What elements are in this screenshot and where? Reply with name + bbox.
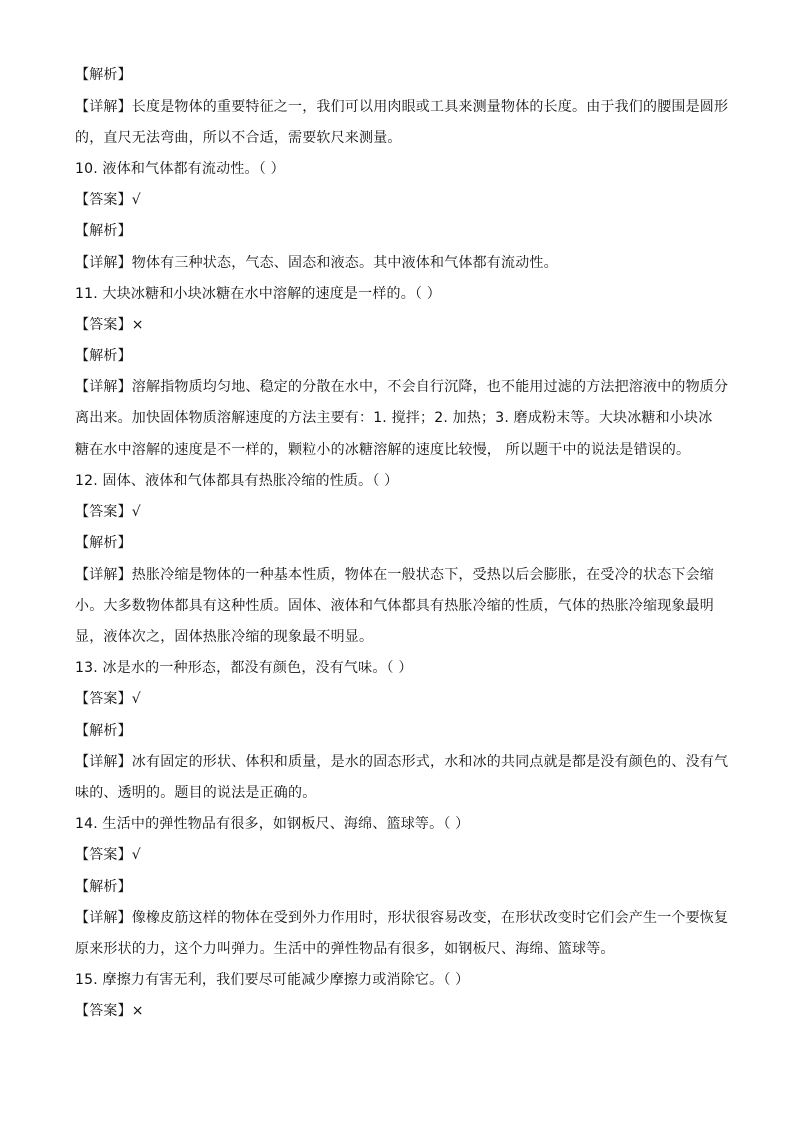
answer-label: 【答案】√: [75, 192, 141, 208]
explanation-text: 【详解】热胀冷缩是物体的一种基本性质，物体在一般状态下，受热以后会膨胀，在受冷的状态下会缩: [75, 567, 714, 583]
question-11: 11. 大块冰糖和小块冰糖在水中溶解的速度是一样的。（ ）: [75, 286, 441, 302]
answer-label: 【答案】√: [75, 847, 141, 863]
analysis-label: 【解析】: [75, 723, 132, 739]
explanation-text: 【详解】冰有固定的形状、体积和质量，是水的固态形式，水和冰的共同点就是都是没有颜色的、没有气: [75, 754, 729, 770]
explanation-text: 【详解】溶解指物质均匀地、稳定的分散在水中，不会自行沉降，也不能用过滤的方法把溶液中的物质分: [75, 379, 729, 395]
explanation-text: 的，直尺无法弯曲，所以不合适，需要软尺来测量。: [75, 130, 402, 146]
analysis-label: 【解析】: [75, 67, 132, 83]
question-13: 13. 冰是水的一种形态，都没有颜色，没有气味。（ ）: [75, 660, 413, 676]
answer-label: 【答案】√: [75, 504, 141, 520]
explanation-text: 原来形状的力，这个力叫弹力。生活中的弹性物品有很多，如钢板尺、海绵、篮球等。: [75, 941, 615, 957]
question-12: 12. 固体、液体和气体都具有热胀冷缩的性质。（ ）: [75, 473, 399, 489]
explanation-text: 糖在水中溶解的速度是不一样的，颗粒小的冰糖溶解的速度比较慢， 所以题干中的说法是错误的。: [75, 442, 691, 458]
explanation-text: 离出来。加快固体物质溶解速度的方法主要有：1. 搅拌；2. 加热；3. 磨成粉末等。大块冰糖和小块冰: [75, 410, 713, 426]
explanation-text: 小。大多数物体都具有这种性质。固体、液体和气体都具有热胀冷缩的性质，气体的热胀冷缩现象最明: [75, 598, 714, 614]
answer-label: 【答案】√: [75, 691, 141, 707]
explanation-text: 味的、透明的。题目的说法是正确的。: [75, 785, 317, 801]
question-15: 15. 摩擦力有害无利，我们要尽可能减少摩擦力或消除它。（ ）: [75, 972, 470, 988]
explanation-text: 【详解】物体有三种状态，气态、固态和液态。其中液体和气体都有流动性。: [75, 255, 558, 271]
explanation-text: 【详解】像橡皮筋这样的物体在受到外力作用时，形状很容易改变，在形状改变时它们会产生一个要恢复: [75, 910, 729, 926]
analysis-label: 【解析】: [75, 348, 132, 364]
answer-label: 【答案】×: [75, 1003, 144, 1019]
explanation-text: 【详解】长度是物体的重要特征之一，我们可以用肉眼或工具来测量物体的长度。由于我们的腰围是圆形: [75, 99, 729, 115]
explanation-text: 显，液体次之，固体热胀冷缩的现象最不明显。: [75, 629, 374, 645]
analysis-label: 【解析】: [75, 879, 132, 895]
question-10: 10. 液体和气体都有流动性。（ ）: [75, 161, 285, 177]
question-14: 14. 生活中的弹性物品有很多，如钢板尺、海绵、篮球等。（ ）: [75, 816, 470, 832]
analysis-label: 【解析】: [75, 223, 132, 239]
answer-label: 【答案】×: [75, 317, 144, 333]
analysis-label: 【解析】: [75, 535, 132, 551]
